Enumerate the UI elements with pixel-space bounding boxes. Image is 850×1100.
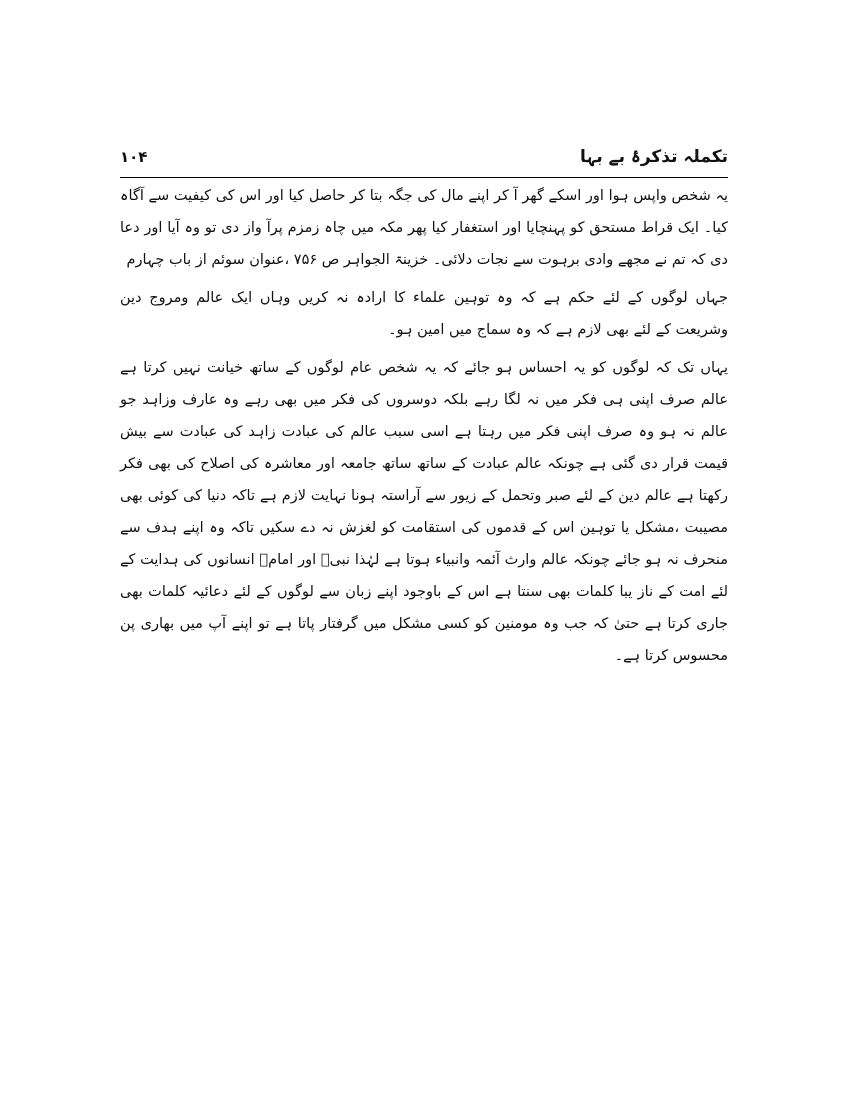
paragraph-2: جہاں لوگوں کے لئے حکم ہے کہ وہ توہین علماء کا ارادہ نہ کریں وہاں ایک عالم ومروج دین وشریعت کے لئے بھی لازم ہے کہ وہ سماج میں امین ہو۔ [120,290,728,338]
body-text [120,180,728,678]
header-divider [120,177,728,178]
page-header [120,142,728,172]
paragraph-3: یہاں تک کہ لوگوں کو یہ احساس ہو جائے کہ یہ شخص عام لوگوں کے ساتھ خیانت نہیں کرتا ہے عالم صرف اپنی ہی فکر میں نہ لگا رہے بلکہ دوسروں کی فکر میں بھی رہے وہ عارف وزاہد جو عالم نہ ہو وہ صرف اپنی فکر میں رہتا ہے اسی سبب عالم کی عبادت زاہد کی عبادت سے بیش قیمت قرار دی گئی ہے چونکہ عالم عبادت کے ساتھ ساتھ جامعہ اور معاشرہ کی اصلاح کی بھی فکر رکھتا ہے عالم دین کے لئے صبر وتحمل کے زیور سے آراستہ ہونا نہایت لازم ہے تاکہ دنیا کی کوئی بھی مصیبت ،مشکل یا توہین اس کے قدموں کی استقامت کو لغزش نہ دے سکیں تاکہ وہ اپنے ہدف سے منحرف نہ ہو جائے چونکہ عالم وارث آئمہ وانبیاء ہوتا ہے لہٰذا نبیؐ اور امامؑ انسانوں کی ہدایت کے لئے امت کے ناز یبا کلمات بھی سنتا ہے اس کے باوجود اپنے زبان سے لوگوں کے لئے دعائیہ کلمات بھی جاری کرتا ہے حتیٰ کہ جب وہ مومنین کو کسی مشکل میں گرفتار پاتا ہے تو اپنے آپ میں بھاری پن محسوس کرتا ہے۔ [120,360,728,664]
page-number: ۱۰۴ [120,148,148,166]
paragraph-1: یہ شخص واپس ہوا اور اسکے گھر آ کر اپنے مال کی جگہ بتا کر حاصل کیا اور اس کی کیفیت سے آگاہ کیا۔ ایک قراط مستحق کو پہنچایا اور استغفار کیا پھر مکہ میں چاہ زمزم پرآ واز دی تو وہ آیا اور دعا دی کہ تم نے مجھے وادی برہوت سے نجات دلائی۔ خزینۃ الجواہر ص ۷۵۶ ،عنوان سوئم از باب چہارم [120,188,728,268]
book-title: تکملہ تذکرۂ بے بہا [579,147,728,167]
